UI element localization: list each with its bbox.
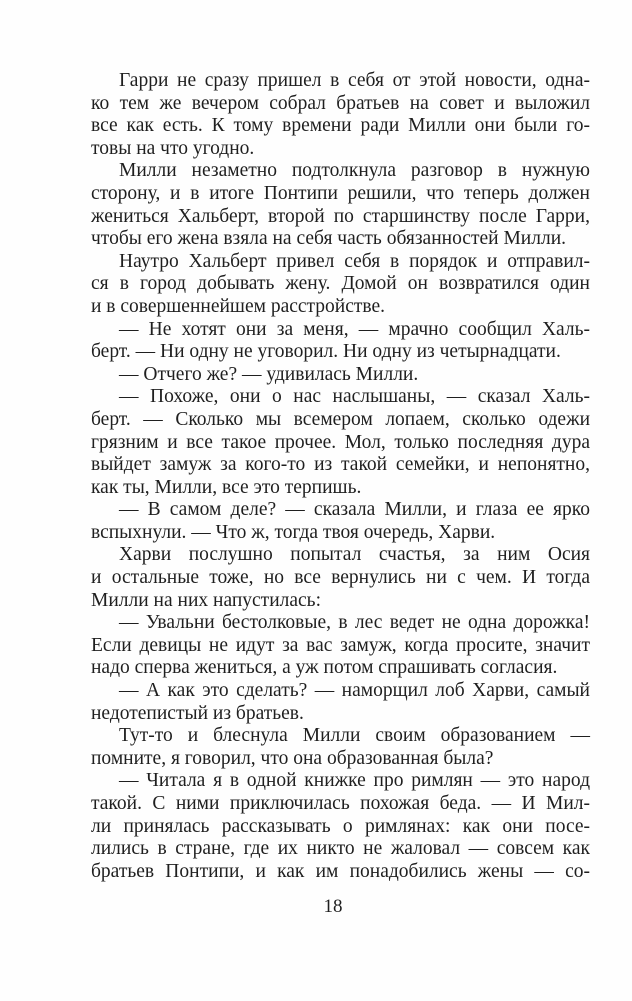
text-line: Милли незаметно подтолкнула разговор в нужную bbox=[119, 160, 590, 182]
page-number: 18 bbox=[323, 896, 343, 917]
text-line: чтобы его жена взяла на себя часть обязанностей Милли. bbox=[91, 228, 566, 250]
text-block bbox=[91, 70, 590, 883]
paragraph bbox=[91, 70, 590, 160]
text-line: Гарри не сразу пришел в себя от этой новости, одна- bbox=[119, 70, 590, 91]
paragraph bbox=[91, 386, 590, 499]
text-line: Наутро Хальберт привел себя в порядок и отправил- bbox=[119, 250, 590, 272]
paragraph bbox=[91, 364, 590, 387]
text-line: — Читала я в одной книжке про римлян — это народ bbox=[119, 770, 590, 792]
text-line: помните, я говорил, что она образованная была? bbox=[91, 747, 494, 769]
paragraph bbox=[91, 680, 590, 725]
text-line: Милли на них напустилась: bbox=[91, 589, 321, 611]
text-line: и в совершеннейшем расстройстве. bbox=[91, 295, 386, 317]
text-line: надо сперва жениться, а уж потом спрашивать согласия. bbox=[91, 657, 558, 679]
paragraph bbox=[91, 160, 590, 250]
paragraph bbox=[91, 499, 590, 544]
text-line: — Увальни бестолковые, в лес ведет не одна дорожка! bbox=[119, 612, 590, 634]
paragraph bbox=[91, 725, 590, 770]
paragraph bbox=[91, 544, 590, 612]
text-line: — Отчего же? — удивилась Милли. bbox=[119, 363, 419, 385]
text-line: сторону, и в итоге Понтипи решили, что теперь должен bbox=[91, 182, 590, 204]
text-line: жениться Хальберт, второй по старшинству после Гарри, bbox=[91, 205, 590, 227]
text-line: такой. С ними приключилась похожая беда. — И Мил- bbox=[91, 793, 590, 814]
text-line: грязним и все такое прочее. Мол, только последняя дура bbox=[91, 431, 590, 453]
text-line: и остальные тоже, но все вернулись ни с чем. И тогда bbox=[91, 567, 590, 589]
text-line: недотепистый из братьев. bbox=[91, 702, 304, 724]
text-line: выйдет замуж за кого-то из такой семейки, и непонятно, bbox=[91, 454, 590, 476]
paragraph bbox=[91, 251, 590, 319]
text-line: — Не хотят они за меня, — мрачно сообщил Халь- bbox=[119, 318, 590, 340]
text-line: все как есть. К тому времени ради Милли они были го- bbox=[91, 115, 590, 137]
text-line: — В самом деле? — сказала Милли, и глаза ее ярко bbox=[119, 499, 590, 521]
text-line: Если девицы не идут за вас замуж, когда просите, значит bbox=[91, 634, 590, 656]
text-line: — Похоже, они о нас наслышаны, — сказал Халь- bbox=[119, 386, 590, 408]
text-line: товы на что угодно. bbox=[91, 137, 255, 159]
paragraph bbox=[91, 612, 590, 680]
text-line: лились в стране, где их никто не жаловал — совсем как bbox=[91, 838, 590, 860]
text-line: братьев Понтипи, и как им понадобились жены — со- bbox=[91, 860, 590, 882]
text-line: — А как это сделать? — наморщил лоб Харви, самый bbox=[119, 680, 590, 702]
text-line: как ты, Милли, все это терпишь. bbox=[91, 476, 362, 498]
text-line: Харви послушно попытал счастья, за ним Осия bbox=[119, 544, 590, 566]
text-line: ко тем же вечером собрал братьев на совет и выложил bbox=[91, 92, 590, 114]
text-line: берт. — Ни одну не уговорил. Ни одну из четырнадцати. bbox=[91, 341, 561, 363]
paragraph bbox=[91, 319, 590, 364]
text-line: вспыхнули. — Что ж, тогда твоя очередь, Харви. bbox=[91, 521, 496, 543]
paragraph bbox=[91, 770, 590, 883]
text-line: ли принялась рассказывать о римлянах: как они посе- bbox=[91, 815, 590, 837]
text-line: берт. — Сколько мы всемером лопаем, сколько одежи bbox=[91, 408, 590, 430]
text-line: Тут-то и блеснула Милли своим образованием — bbox=[119, 725, 590, 747]
text-line: ся в город добывать жену. Домой он возвратился один bbox=[91, 273, 590, 295]
